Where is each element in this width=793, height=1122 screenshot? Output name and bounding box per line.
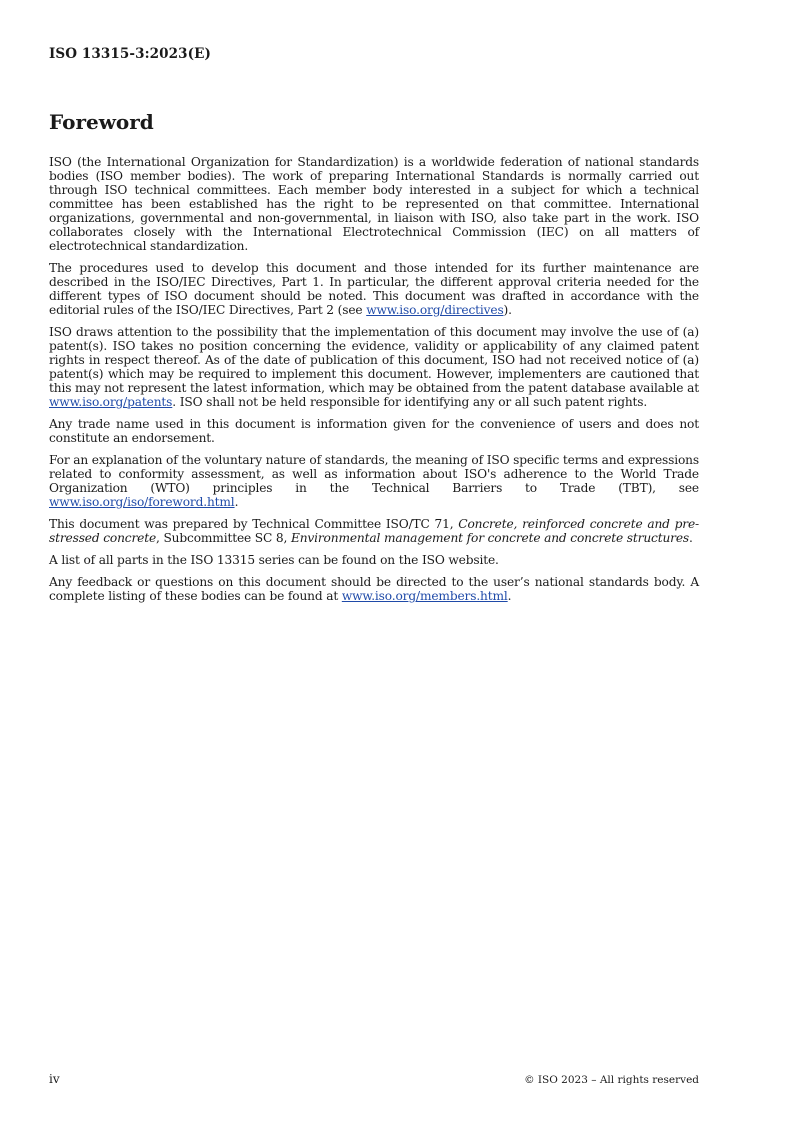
paragraph-text: ISO draws attention to the possibility that the implementation of this document may involve the use of (a) patent(s). ISO takes no position concerning the evidence, validity or applicability of any claimed patent rights in respect thereof. As of the date of publication of this document, ISO had not received notice of (a) patent(s) which may be required to implement this document. However, implementers are cautioned that this may not represent the latest information, which may be obtained from the patent database available at: [49, 325, 699, 395]
directives-link[interactable]: www.iso.org/directives: [366, 303, 504, 317]
paragraph-text: .: [234, 495, 239, 509]
paragraph-trade-name: Any trade name used in this document is information given for the convenience of users and does not constitute an endorsement.: [49, 417, 699, 445]
paragraph-patents: [49, 325, 699, 409]
copyright-notice: © ISO 2023 – All rights reserved: [524, 1074, 699, 1086]
paragraph-committee: [49, 517, 699, 545]
paragraph-text: For an explanation of the voluntary nature of standards, the meaning of ISO specific terms and expressions related to conformity assessment, as well as information about ISO's adherence to the World Trade Organization (WTO) principles in the Technical Barriers to Trade (TBT), see: [49, 453, 699, 495]
page-title: Foreword: [49, 110, 154, 134]
paragraph-procedures: [49, 261, 699, 317]
paragraph-text: ).: [503, 303, 512, 317]
paragraph-feedback: [49, 575, 699, 603]
members-link[interactable]: www.iso.org/members.html: [341, 589, 508, 603]
paragraph-voluntary-nature: [49, 453, 699, 509]
page-number: iv: [49, 1072, 60, 1086]
foreword-body: [49, 155, 699, 611]
paragraph-text: This document was prepared by Technical Committee ISO/TC 71,: [49, 517, 459, 531]
paragraph-series: A list of all parts in the ISO 13315 series can be found on the ISO website.: [49, 553, 499, 567]
document-identifier: ISO 13315-3:2023(E): [49, 46, 212, 62]
paragraph-iso-intro: ISO (the International Organization for Standardization) is a worldwide federation of national standards bodies (ISO member bodies). The work of preparing International Standards is normally carried out through ISO technical committees. Each member body interested in a subject for which a technical committee has been established has the right to be represented on that committee. International organizations, governmental and non-governmental, in liaison with ISO, also take part in the work. ISO collaborates closely with the International Electrotechnical Commission (IEC) on all matters of electrotechnical standardization.: [49, 155, 699, 253]
paragraph-text: , Subcommittee SC 8,: [156, 531, 291, 545]
paragraph-text: Any feedback or questions on this document should be directed to the user’s national standards body. A complete listing of these bodies can be found at: [49, 575, 699, 603]
paragraph-text: . ISO shall not be held responsible for identifying any or all such patent rights.: [172, 395, 648, 409]
paragraph-text: .: [689, 531, 693, 545]
foreword-link[interactable]: www.iso.org/iso/foreword.html: [49, 495, 235, 509]
paragraph-text: .: [507, 589, 512, 603]
committee-title: Concrete, reinforced concrete and pre-stressed concrete: [49, 517, 699, 545]
patents-link[interactable]: www.iso.org/patents: [49, 395, 173, 409]
subcommittee-title: Environmental management for concrete and concrete structures: [290, 531, 689, 545]
paragraph-text: The procedures used to develop this document and those intended for its further maintenance are described in the ISO/IEC Directives, Part 1. In particular, the different approval criteria needed for the different types of ISO document should be noted. This document was drafted in accordance with the editorial rules of the ISO/IEC Directives, Part 2 (see: [49, 261, 699, 317]
